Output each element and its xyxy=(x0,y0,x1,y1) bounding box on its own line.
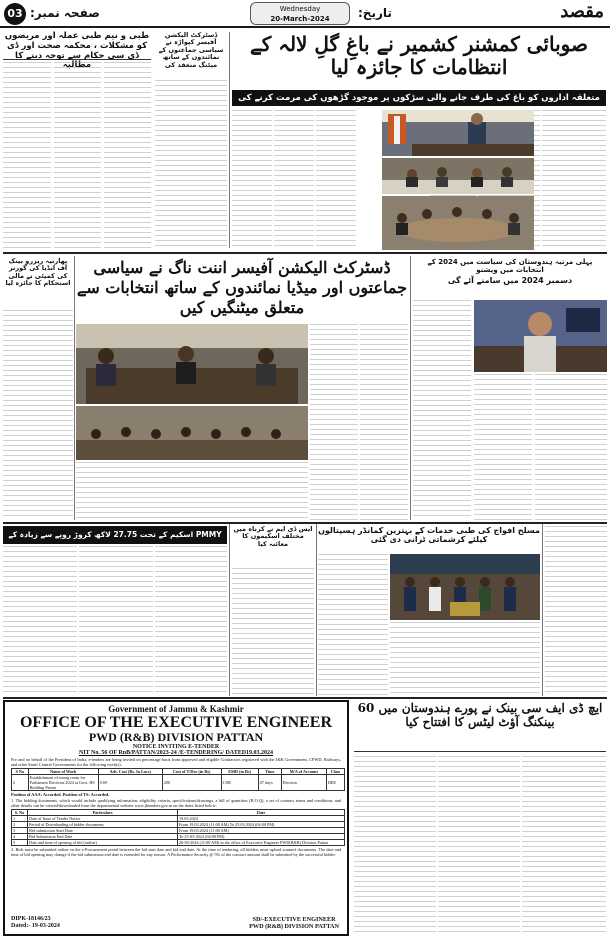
anantnag-photo-main xyxy=(76,324,308,404)
page-number-label: صفحہ نمبر: xyxy=(30,6,100,20)
lead-text-col1 xyxy=(542,110,606,250)
rbi-text xyxy=(3,310,73,520)
lead-subhead: متعلقہ اداروں کو باغ کی طرف جانے والی سڑکوں پر موجود گڑھوں کی مرمت کرنے کی xyxy=(232,90,606,106)
army-headline: مسلح افواج کی طبی خدمات کے بہترین کمانڈر ہسپتالوں کیلئے کرشماتی ٹرانی دی گئی xyxy=(318,526,540,545)
table-cell: 2 xyxy=(12,822,28,828)
notice-nit-number: NIT No. 56 OF RnB/PATTAN/2023-24 /E-TENDERING/ DATED19.03.2024 xyxy=(78,750,274,756)
army-photo xyxy=(390,554,540,620)
hdfc-text-col2 xyxy=(438,756,520,936)
notice-dipk xyxy=(11,916,60,930)
table-cell: 1 xyxy=(12,816,28,822)
notice-terms: 2. Bids must be submitted online on the e-Procurement portal between the bid start date and bid end date. At the time of tendering, all bidders must upload scanned documents. The date and time of bid opening may change if the bid submission end date is extended for any reason. A Performance Security @ 5% of the contract amount shall be submitted by the successful bidder. xyxy=(11,847,341,857)
notice-title: NOTICE INVITING E-TENDER xyxy=(132,744,220,750)
vaishnav-text-col3 xyxy=(535,374,607,520)
table-header: S. No xyxy=(12,810,28,816)
table-cell: 3 xyxy=(12,828,28,834)
table-cell: From 19.03.2024 (11:00 AM) To 25.03.2024 (04:00 PM) xyxy=(178,822,345,828)
table-cell: From 19.03.2024 (11:00 AM) xyxy=(178,828,345,834)
table-cell: Bid Submission End Date xyxy=(28,834,178,840)
lead-text-col5 xyxy=(274,110,314,250)
notice-signatory: SD/-EXECUTIVE ENGINEER xyxy=(252,916,336,923)
notice-division: PWD (R&B) DIVISION PATTAN xyxy=(88,730,264,744)
health-text-col3 xyxy=(3,62,51,248)
lead-headline: صوبائی کمشنر کشمیر نے باغِ گلِ لالہ کے انتظامات کا جائزہ لیا xyxy=(250,32,588,79)
anantnag-text-col3 xyxy=(76,462,308,520)
table-row xyxy=(12,775,345,791)
vaishnav-headline-text: پہلی مرتبہ ہندوستان کی سیاست میں 2024 کے انتخابات میں ویشنو xyxy=(427,258,593,275)
anantnag-text-col1 xyxy=(360,324,408,520)
hdfc-text-col3 xyxy=(354,756,436,936)
vaishnav-headline xyxy=(413,258,607,298)
notice-work-table xyxy=(11,768,345,791)
page-number: 03 xyxy=(4,3,26,25)
pmmy-text-col1 xyxy=(155,546,227,696)
tender-notice xyxy=(3,700,349,936)
army-text-col2 xyxy=(390,622,540,696)
table-cell: To 25-03-2024 (04:00 PM) xyxy=(178,834,345,840)
table-header: Class xyxy=(326,769,344,775)
kupwara-headline: ڈسٹرکٹ الیکشن آفیسر کپواڑہ نے سیاسی جماعتوں کے نمائندوں کے ساتھ میٹنگ منعقد کی xyxy=(158,31,224,69)
table-header: Particulars xyxy=(28,810,178,816)
table-header: EMD (in Rs) xyxy=(221,769,258,775)
table-cell: DEE xyxy=(326,775,344,791)
lead-photo-main xyxy=(382,110,534,156)
anantnag-headline-text: ڈسٹرکٹ الیکشن آفیسر اننت ناگ نے سیاسی جماعتوں اور میڈیا نمائندوں کے ساتھ انتخابات سے متعلق میٹنگیں کیں xyxy=(76,258,408,317)
table-cell: Period of Downloading of bidder documents xyxy=(28,822,178,828)
officials-at-desk-photo xyxy=(382,110,534,156)
table-cell: 19.03.2024 xyxy=(178,816,345,822)
sdm-text xyxy=(232,568,314,696)
notice-bidding-docs: 1. The bidding documents, which would include qualifying information, eligibility criteria, specifications/drawings, a bill of quantities (B.O.Q), a set of contract terms and conditions, and other details can be viewed/downloaded from the departmental website www.jktenders.gov.in on the dates listed below: xyxy=(11,798,341,808)
notice-signatory-office: PWD (R&B) DIVISION PATTAN xyxy=(249,923,339,930)
table-cell: 1380 xyxy=(221,775,258,791)
pmmy-text-col2 xyxy=(79,546,153,696)
hdfc-headline: ایچ ڈی ایف سی بینک نے پورے ہندوستان میں 60 بینکنگ آؤٹ لیٹس کا افتتاح کیا xyxy=(354,702,606,752)
table-cell: 26-03-2024 (11:00 AM) in the office of Executive Engineer PWD(R&B) Division Pattan xyxy=(178,840,345,846)
table-header: Cost of T/Doc (in Rs) xyxy=(162,769,221,775)
vaishnav-text-col2 xyxy=(474,374,532,520)
table-cell: 2 xyxy=(12,775,29,791)
table-cell: Date of Issue of Tender Notice xyxy=(28,816,178,822)
notice-government: Government of Jammu & Kashmir xyxy=(108,704,244,714)
masthead xyxy=(0,0,610,28)
table-header: M/A of Account xyxy=(281,769,326,775)
anantnag-headline xyxy=(76,258,408,320)
weekday: Wednesday xyxy=(279,5,321,13)
health-headline: طبی و نیم طبی عملہ اور مریضوں کو مشکلات ، محکمہ صحت اور ڈی ڈی سی حکام سے توجہ دینے کا مطالبہ xyxy=(4,31,150,71)
hdfc-text-col1 xyxy=(522,756,606,936)
rbi-headline: بھارتیہ ریزرو بینک آف انڈیا کی گورنر کی کمیٹی نے مالی استحکام کا جائزہ لیا xyxy=(5,257,71,288)
vaishnav-photo xyxy=(474,300,607,372)
newspaper-logo: مقصد xyxy=(560,1,604,22)
vaishnav-subhead: دسمبر 2024 میں سامنے آئے گی xyxy=(447,276,573,286)
health-text-col1 xyxy=(104,62,151,248)
table-cell: 4 xyxy=(12,834,28,840)
table-cell: 5 xyxy=(12,840,28,846)
notice-dipk-number: DIPK-18146/23 xyxy=(11,916,51,922)
table-header: Name of Work xyxy=(28,769,98,775)
notice-dated: Dated:- 19-03-2024 xyxy=(11,923,60,929)
table-header: Adv. Cost (Rs. In Lacs) xyxy=(98,769,162,775)
army-text-col1 xyxy=(318,554,388,696)
table-header: S No xyxy=(12,769,29,775)
vaishnav-text-col1 xyxy=(413,300,471,520)
date-box xyxy=(250,2,350,25)
anantnag-photo-hall xyxy=(76,406,308,460)
pmmy-headline: PMMY اسکیم کے تحت 27.75 لاکھ کروڑ روپے سے زیادہ کے قرض فراہم کئے گئے xyxy=(3,526,227,544)
table-cell: 200 xyxy=(162,775,221,791)
table-cell: Date and time of opening of bid (online) xyxy=(28,840,178,846)
table-row xyxy=(12,840,345,846)
issue-date: 20-March-2024 xyxy=(270,15,330,23)
lead-photo-meeting-2 xyxy=(382,196,534,250)
sdm-headline: ایس ڈی ایم نے کرناہ میں مختلف اسکیموں کا معائنہ کیا xyxy=(233,525,313,548)
date-label: تاریخ: xyxy=(358,6,392,20)
table-header: Date xyxy=(178,810,345,816)
table-cell: Election xyxy=(281,775,326,791)
lead-photo-meeting-1 xyxy=(382,158,534,194)
health-text-col2 xyxy=(54,62,101,248)
table-cell: Establishment of strong room for Parliament Elections 2024 at Govt. HS Building Pattan xyxy=(28,775,98,791)
right-text-col xyxy=(545,526,607,696)
notice-office: OFFICE OF THE EXECUTIVE ENGINEER xyxy=(19,714,333,731)
notice-schedule-table xyxy=(11,809,345,846)
table-cell: 0.69 xyxy=(98,775,162,791)
pmmy-text-col3 xyxy=(3,546,77,696)
table-cell: 07 days xyxy=(258,775,281,791)
lead-text-col6 xyxy=(316,110,356,250)
notice-position: Position of AAA: Accorded. Position of TS: Accorded. xyxy=(11,792,110,797)
table-header: Time xyxy=(258,769,281,775)
table-cell: Bid submission Start Date xyxy=(28,828,178,834)
anantnag-text-col2 xyxy=(310,324,358,520)
notice-intro: For and on behalf of the President of India, e-tenders are being invited on percentage basis from approved and eligible Contractors registered with the J&K Government, CPWD, Railways, and other State/ Central Governments for the following work(s): xyxy=(11,757,341,767)
lead-text-col4 xyxy=(232,110,272,250)
kupwara-text xyxy=(155,80,227,248)
notice-signature xyxy=(249,916,339,930)
